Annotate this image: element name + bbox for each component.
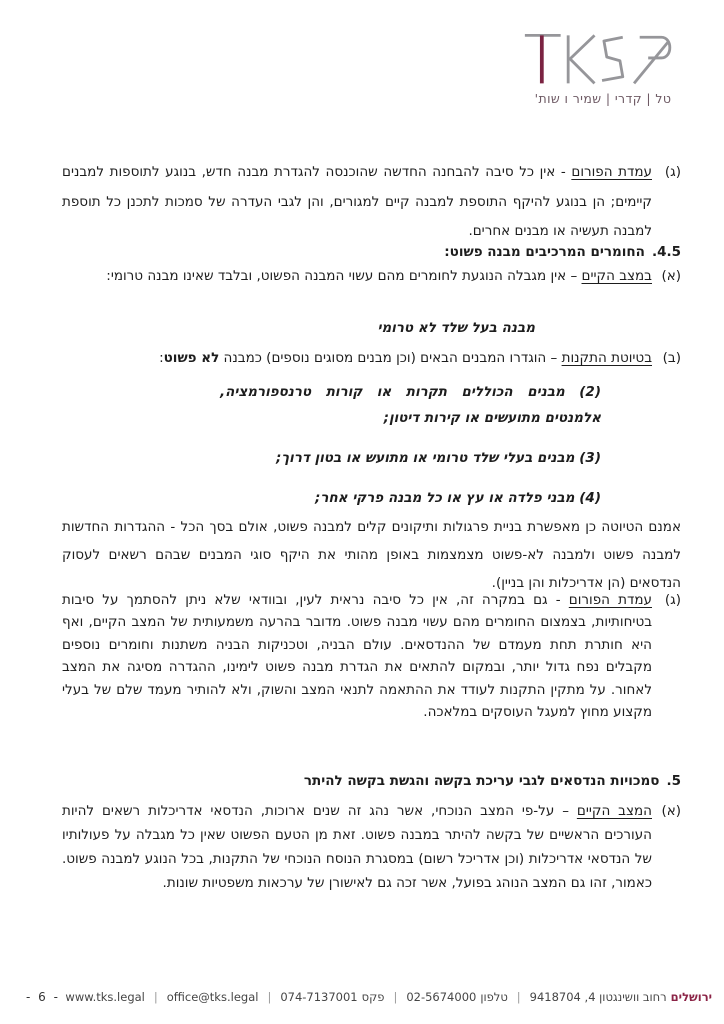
paragraph-text: – על-פי המצב הנוכחי, אשר נהג זה שנים ארוכות, הנדסאי אדריכלות רשאים להיות העורכים הראשיים של בקשה להיתר במבנה פשוט. זאת מן הטעם הפשוט שאין כל מגבלה על פעולותיו של הנדסאי אדריכלות (וכן אדריכל רשום) במסגרת הנוסח הנוכחי של התקנות, בכל הנוגע למבנה פשוט. כאמור, זהו גם המצב הנוהג בפועל, אשר זכה גם לאישורן של ערכאות משפטיות שונות. — [62, 803, 652, 891]
list-item-2: (2) מבנים הכוללים תקרות או קורות טרנספורמציה, אלמנטים מתועשים או קירות דיטון; — [220, 384, 601, 426]
paragraph-alef-2 — [62, 799, 681, 895]
section-heading-4-5 — [62, 242, 681, 262]
footer-phone-number: 02-5674000 — [406, 990, 477, 1004]
paragraph-gimel-1 — [62, 158, 681, 247]
page-number: - 6 - — [26, 990, 60, 1004]
paragraph-label: (ג) — [664, 592, 681, 608]
footer-website-link[interactable]: www.tks.legal — [65, 990, 145, 1004]
footer-email-link[interactable]: office@tks.legal — [166, 990, 259, 1004]
footer-phone-label: טלפון — [480, 990, 508, 1004]
paragraph-bet — [62, 349, 681, 368]
underlined-lead: עמדת הפורום — [571, 164, 652, 180]
underlined-lead: בטיוטת התקנות — [561, 350, 652, 366]
section-number: 5. — [666, 773, 681, 789]
firm-tagline: טל | קדרי | שמיר ו שות' — [534, 91, 672, 106]
paragraph-alef-1 — [62, 262, 681, 291]
section-heading-5 — [62, 771, 681, 791]
tks-logo-icon — [523, 28, 683, 86]
paragraph-text: – הוגדרו המבנים הבאים (וכן מבנים מסוגים נוספים) כמבנה — [219, 350, 562, 366]
document-body — [62, 158, 681, 958]
section-title: סמכויות הנדסאים לגבי עריכת בקשה והגשת בקשה להיתר — [303, 773, 660, 789]
paragraph-label: (א) — [661, 268, 681, 284]
paragraph-label: (ג) — [664, 164, 681, 180]
footer-contact-line — [65, 990, 712, 1004]
footer-separator: | — [516, 990, 521, 1004]
section-title: החומרים המרכיבים מבנה פשוט: — [444, 244, 645, 260]
paragraph-text: - גם במקרה זה, אין כל סיבה נראית לעין, ובוודאי שלא ניתן להסתמך על סיבות בטיחותיות, בצמצום החומרים מהם עשוי מבנה פשוט. מדובר בהרעה משמעותית של המצב הקיים, ואף היא חותרת תחת מעמדם של ההנדסאים. עולם הבניה, וטכניקות הבניה משתנות וחומרים נוספים מקבלים נפח גדול יותר, ובמקום להתאים את הגדרת מבנה פשוט לימינו, ההגדרה מסיגה את המצב לאחור. על מתקין התקנות לעודד את ההתאמה לתנאי המצב והשוק, ולא להותיר מעמד שלם של בעלי מקצוע מחוץ למעגל העוסקים במלאכה. — [62, 592, 652, 721]
paragraph-label: (א) — [661, 803, 681, 819]
paragraph-tail: : — [159, 350, 164, 366]
underlined-lead: עמדת הפורום — [568, 592, 652, 608]
bold-phrase: לא פשוט — [163, 350, 220, 366]
footer-fax-label: פקס — [361, 990, 385, 1004]
footer-city: ירושלים — [670, 990, 712, 1004]
firm-logo — [508, 28, 698, 106]
list-item-3: (3) מבנים בעלי שלד טרומי או מתועש או בטון דרוך; — [275, 450, 601, 466]
paragraph-text: – אין מגבלה הנוגעת לחומרים מהם עשוי המבנה הפשוט, ובלבד שאינו מבנה טרומי: — [106, 268, 582, 284]
footer-separator: | — [153, 990, 158, 1004]
footer-address: רחוב וושינגטון 4, 9418704 — [529, 990, 667, 1004]
section-number: 4.5. — [651, 244, 681, 260]
paragraph-gimel-2 — [62, 589, 681, 723]
paragraph-plain: אמנם הטיוטה כן מאפשרת בניית פרגולות ותיקונים קלים למבנה פשוט, אולם בסך הכל - ההגדרות החדשות למבנה פשוט ולמבנה לא-פשוט מצמצמות באופן מהותי את היקף סוגי המבנים שבהם רשאים לעסוק הנדסאים (הן אדריכלות והן בניין). — [62, 519, 681, 591]
list-item-4: (4) מבני פלדה או עץ או כל מבנה פרקי אחר; — [315, 490, 601, 506]
underlined-lead: במצב הקיים — [581, 268, 652, 284]
underlined-lead: המצב הקיים — [576, 803, 652, 819]
footer-separator: | — [393, 990, 398, 1004]
footer-fax-number: 074-7137001 — [280, 990, 358, 1004]
paragraph-label: (ב) — [662, 350, 681, 366]
paragraph-text: - אין כל סיבה להבחנה החדשה שהוכנסה להגדרת מבנה חדש, בנוגע לתוספות למבנים קיימים; הן בנוגע להיקף התוספת למבנה קיים למגורים, והן לגבי העדרה של סמכות לתכנן כל תוספת למבנה תעשיה או מבנים אחרים. — [62, 164, 652, 239]
footer-separator: | — [267, 990, 272, 1004]
frame-note: מבנה בעל שלד לא טרומי — [377, 320, 535, 336]
